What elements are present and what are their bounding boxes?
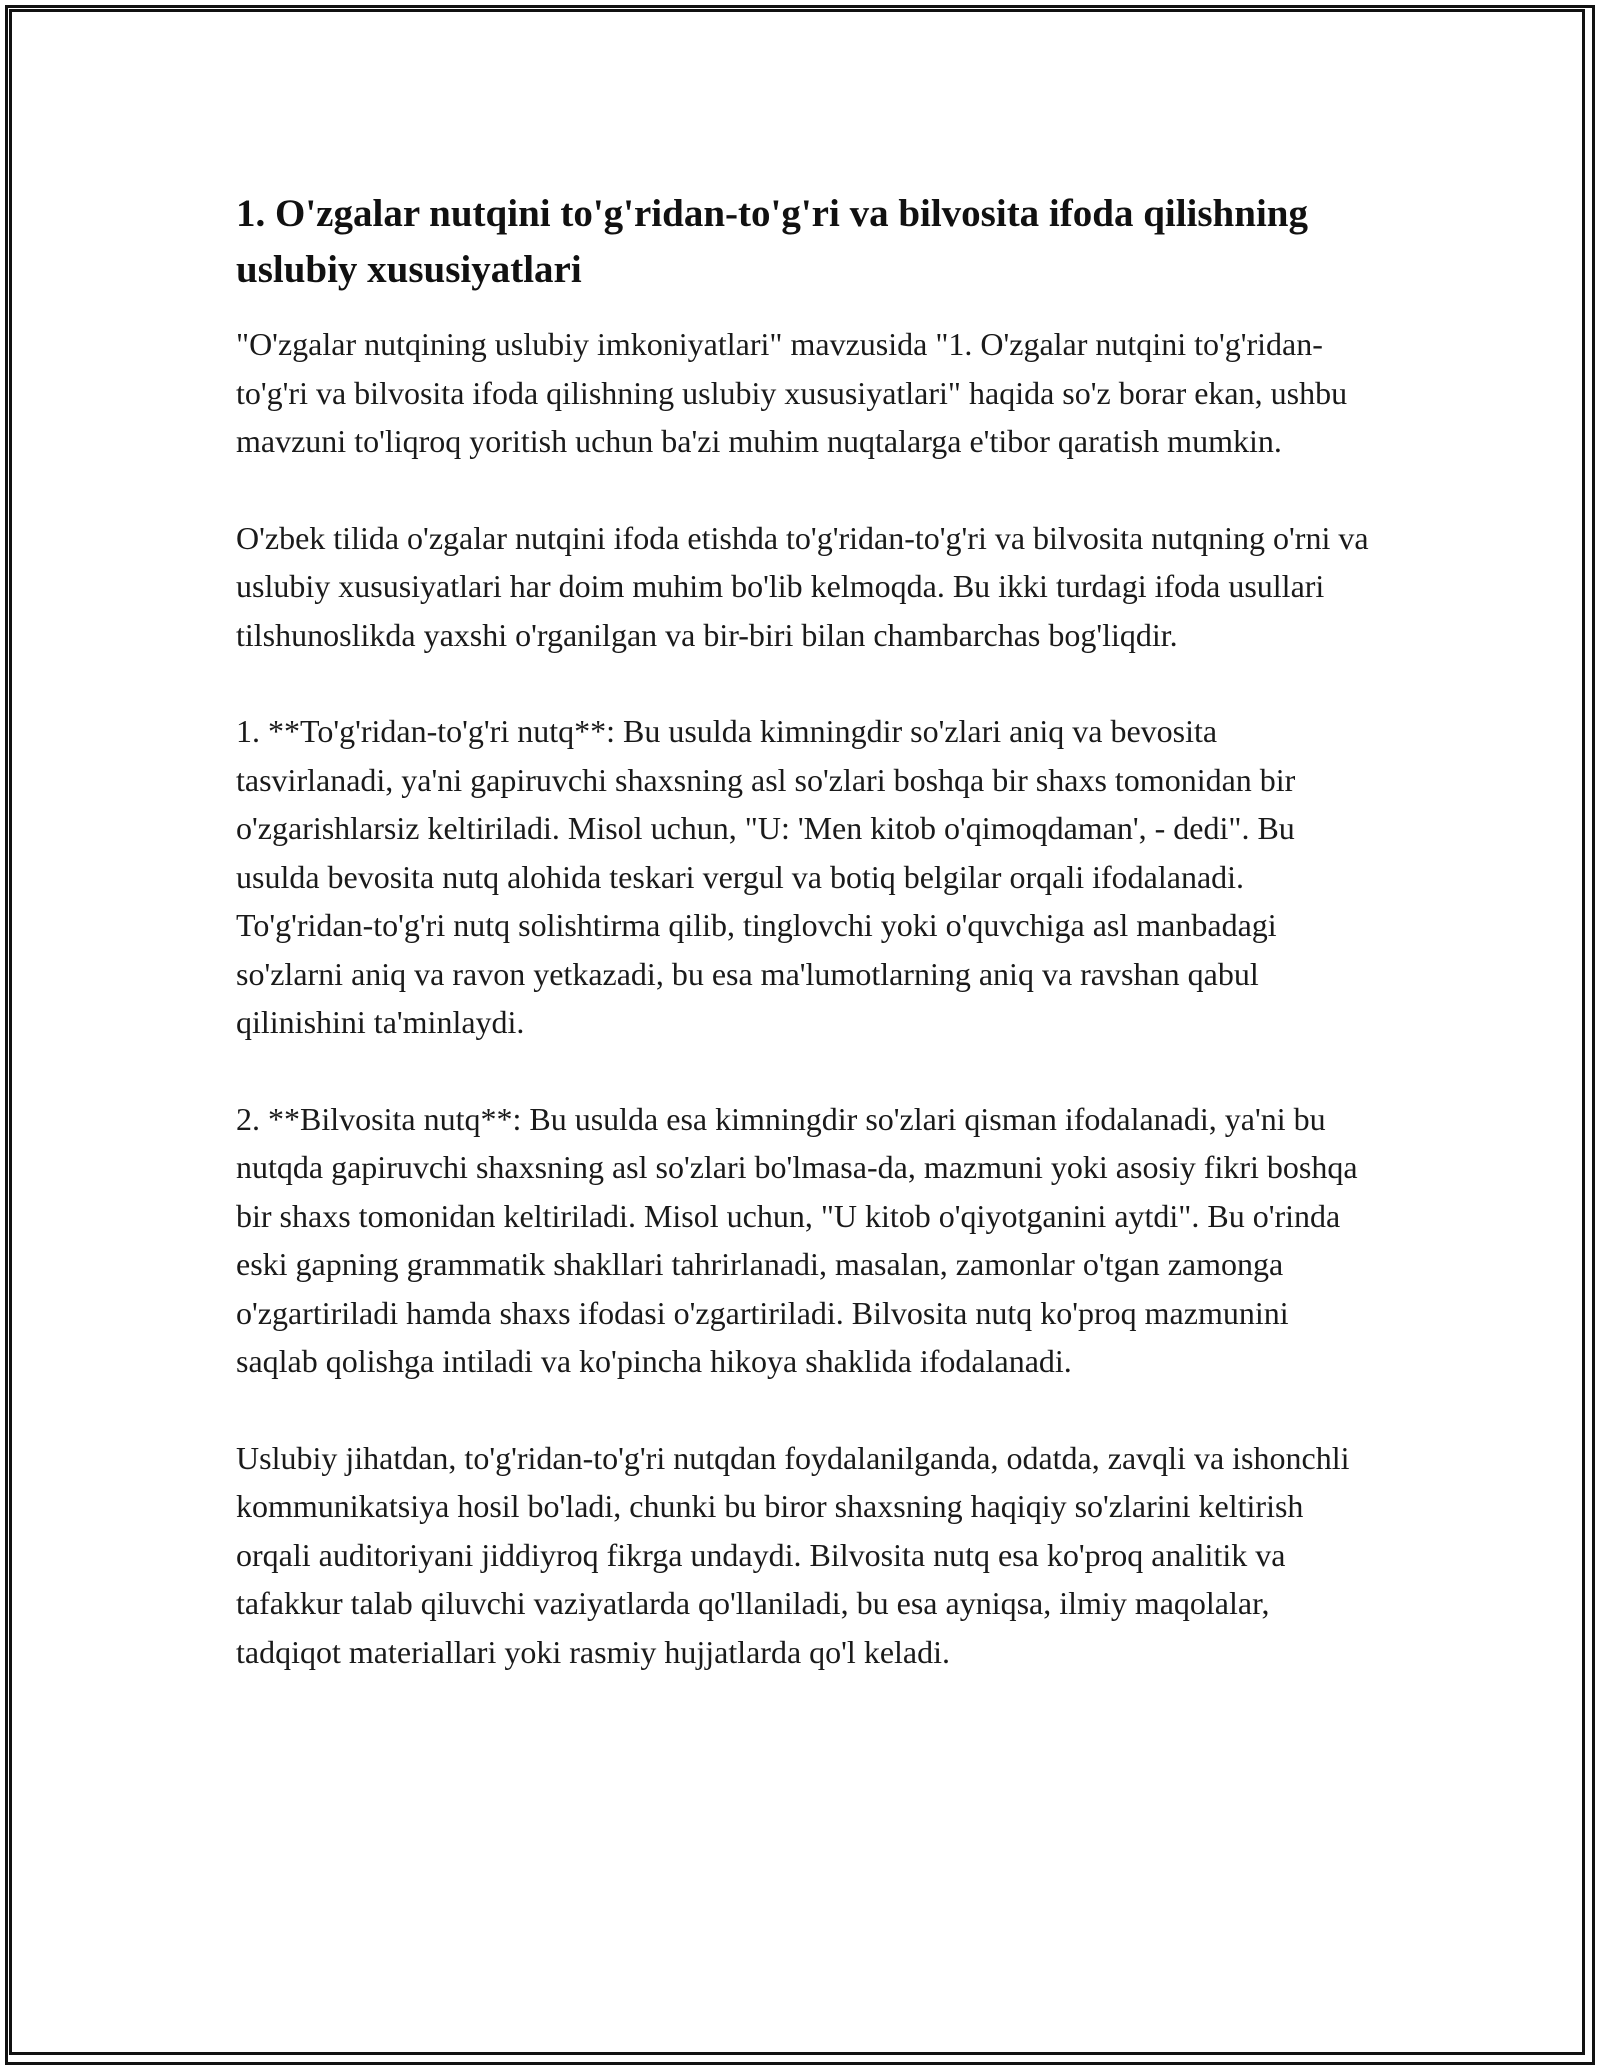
paragraph-intro: "O'zgalar nutqining uslubiy imkoniyatlari" mavzusida "1. O'zgalar nutqini to'g'ridan-to'g'ri va bilvosita ifoda qilishning uslubiy xususiyatlari" haqida so'z borar ekan, ushbu mavzuni to'liqroq yoritish uchun ba'zi muhim nuqtalarga e'tibor qaratish mumkin. bbox=[236, 326, 1348, 459]
paragraph-indirect-speech: 2. **Bilvosita nutq**: Bu usulda esa kimningdir so'zlari qisman ifodalanadi, ya'ni bu nutqda gapiruvchi shaxsning asl so'zlari bo'lmasa-da, mazmuni yoki asosiy fikri boshqa bir shaxs tomonidan keltiriladi. Misol uchun, "U kitob o'qiyotganini aytdi". Bu o'rinda eski gapning grammatik shakllari tahrirlanadi, masalan, zamonlar o'tgan zamonga o'zgartiriladi hamda shaxs ifodasi o'zgartiriladi. Bilvosita nutq ko'proq mazmunini saqlab qolishga intiladi va ko'pincha hikoya shaklida ifodalanadi. bbox=[236, 1100, 1358, 1379]
paragraph-stylistic-comparison: Uslubiy jihatdan, to'g'ridan-to'g'ri nutqdan foydalanilganda, odatda, zavqli va ishonchli kommunikatsiya hosil bo'ladi, chunki bu biror shaxsning haqiqiy so'zlarini keltirish orqali auditoriyani jiddiyroq fikrga undaydi. Bilvosita nutq esa ko'proq analitik va tafakkur talab qiluvchi vaziyatlarda qo'llaniladi, bu esa ayniqsa, ilmiy maqolalar, tadqiqot materiallari yoki rasmiy hujjatlarda qo'l keladi. bbox=[236, 1439, 1350, 1670]
document-body bbox=[236, 186, 1376, 1724]
paragraph-direct-speech: 1. **To'g'ridan-to'g'ri nutq**: Bu usulda kimningdir so'zlari aniq va bevosita tasvirlanadi, ya'ni gapiruvchi shaxsning asl so'zlari boshqa bir shaxs tomonidan bir o'zgarishlarsiz keltiriladi. Misol uchun, "U: 'Men kitob o'qimoqdaman', - dedi". Bu usulda bevosita nutq alohida teskari vergul va botiq belgilar orqali ifodalanadi. To'g'ridan-to'g'ri nutq solishtirma qilib, tinglovchi yoki o'quvchiga asl manbadagi so'zlarni aniq va ravon yetkazadi, bu esa ma'lumotlarning aniq va ravshan qabul qilinishini ta'minlaydi. bbox=[236, 713, 1296, 1040]
paragraph-overview: O'zbek tilida o'zgalar nutqini ifoda etishda to'g'ridan-to'g'ri va bilvosita nutqning o'rni va uslubiy xususiyatlari har doim muhim bo'lib kelmoqda. Bu ikki turdagi ifoda usullari tilshunoslikda yaxshi o'rganilgan va bir-biri bilan chambarchas bog'liqdir. bbox=[236, 519, 1369, 653]
document-title: 1. O'zgalar nutqini to'g'ridan-to'g'ri va bilvosita ifoda qilishning uslubiy xususiyatlari bbox=[236, 192, 1308, 291]
